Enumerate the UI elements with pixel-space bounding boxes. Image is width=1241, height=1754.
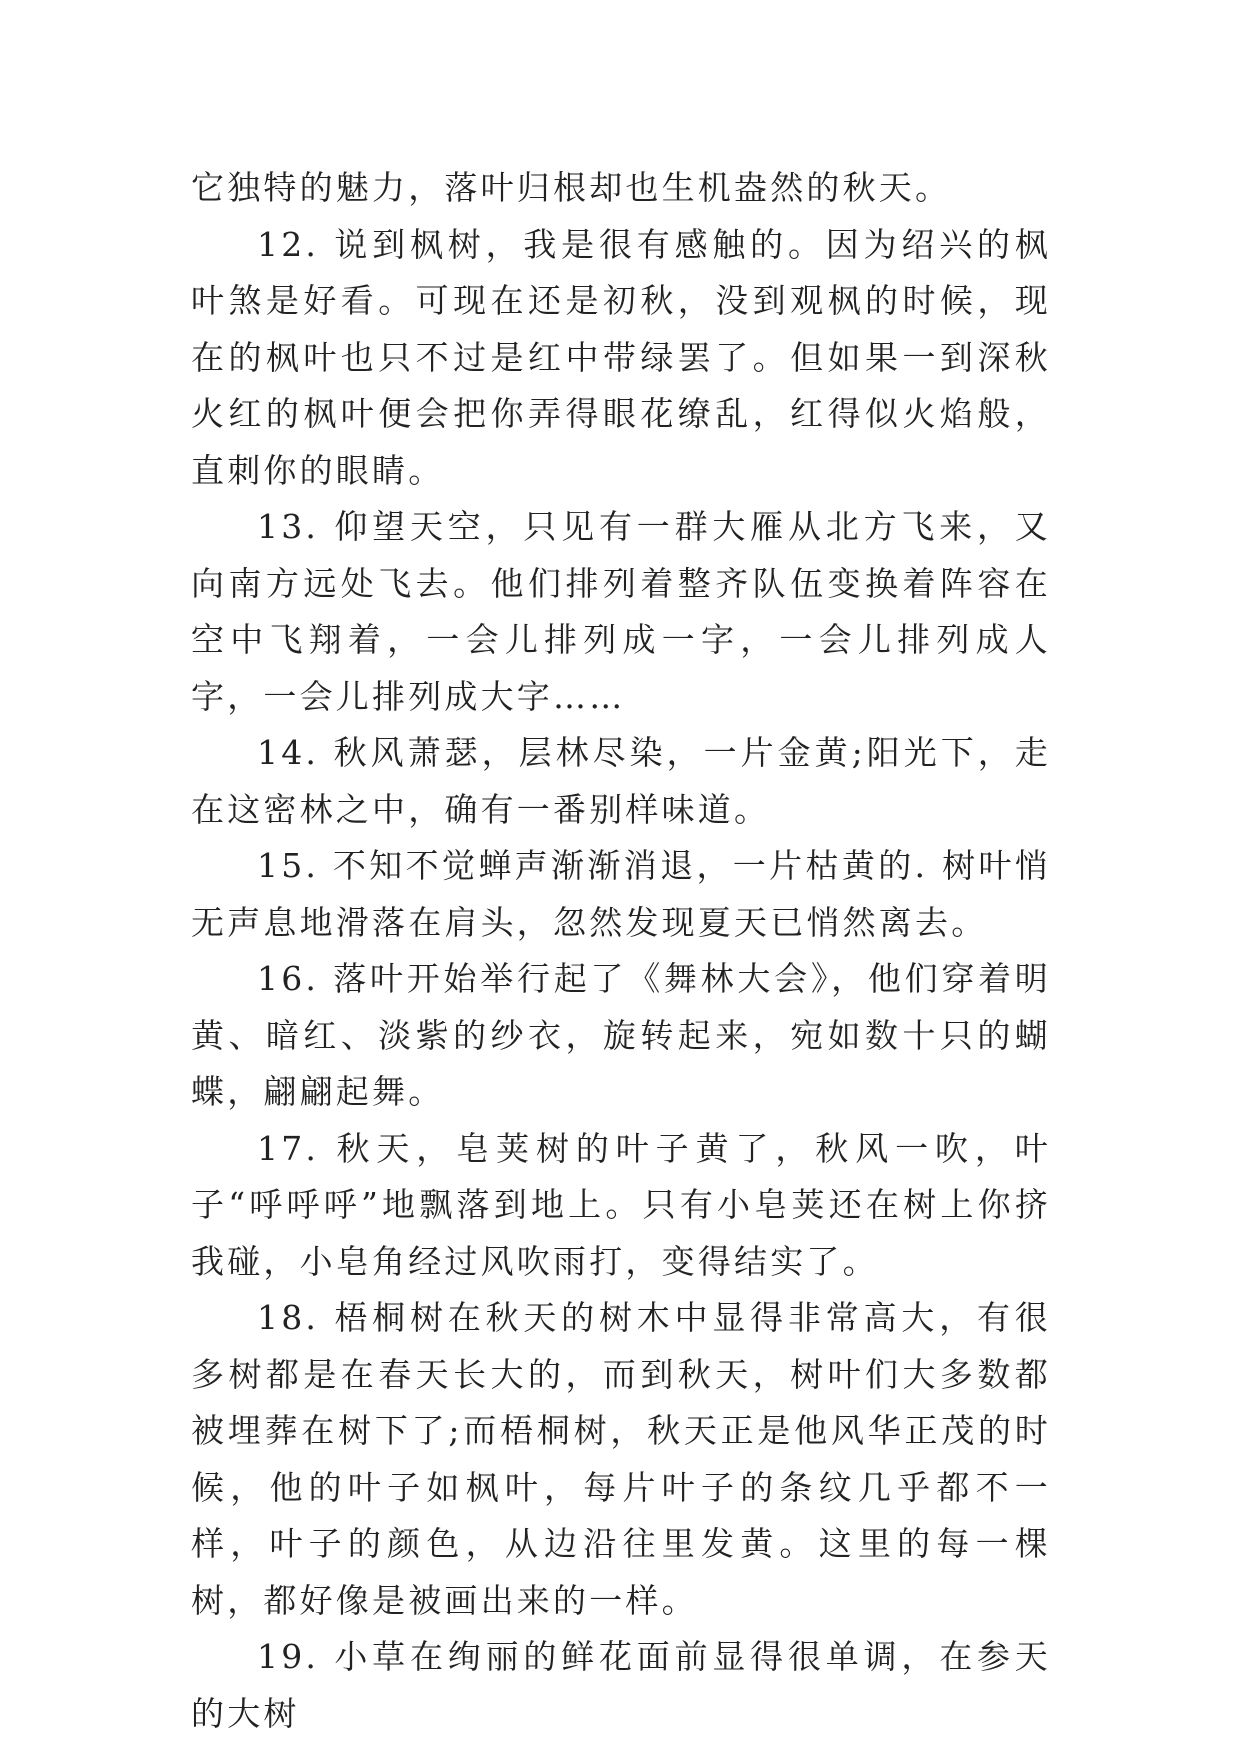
paragraph-continuation: 它独特的魅力，落叶归根却也生机盎然的秋天。 — [191, 168, 952, 207]
document-body — [191, 160, 1051, 1742]
paragraph-item-15: 15. 不知不觉蝉声渐渐消退，一片枯黄的. 树叶悄无声息地滑落在肩头，忽然发现夏天已悄然离去。 — [191, 846, 1051, 942]
paragraph-item-14: 14. 秋风萧瑟，层林尽染，一片金黄;阳光下，走在这密林之中，确有一番别样味道。 — [191, 733, 1051, 829]
paragraph-item-12: 12. 说到枫树，我是很有感触的。因为绍兴的枫叶煞是好看。可现在还是初秋，没到观枫的时候，现在的枫叶也只不过是红中带绿罢了。但如果一到深秋火红的枫叶便会把你弄得眼花缭乱，红得似火焰般，直刺你的眼睛。 — [191, 224, 1051, 490]
paragraph-item-17: 17. 秋天，皂荚树的叶子黄了，秋风一吹，叶子“呼呼呼”地飘落到地上。只有小皂荚还在树上你挤我碰，小皂角经过风吹雨打，变得结实了。 — [191, 1128, 1051, 1281]
paragraph-item-13: 13. 仰望天空，只见有一群大雁从北方飞来，又向南方远处飞去。他们排列着整齐队伍变换着阵容在空中飞翔着，一会儿排列成一字，一会儿排列成人字，一会儿排列成大字…… — [191, 507, 1051, 716]
paragraph-item-18: 18. 梧桐树在秋天的树木中显得非常高大，有很多树都是在春天长大的，而到秋天，树叶们大多数都被埋葬在树下了;而梧桐树，秋天正是他风华正茂的时候，他的叶子如枫叶，每片叶子的条纹几乎都不一样，叶子的颜色，从边沿往里发黄。这里的每一棵树，都好像是被画出来的一样。 — [191, 1298, 1051, 1620]
paragraph-item-19: 19. 小草在绚丽的鲜花面前显得很单调，在参天的大树 — [191, 1637, 1051, 1733]
paragraph-item-16: 16. 落叶开始举行起了《舞林大会》，他们穿着明黄、暗红、淡紫的纱衣，旋转起来，宛如数十只的蝴蝶，翩翩起舞。 — [191, 959, 1051, 1111]
